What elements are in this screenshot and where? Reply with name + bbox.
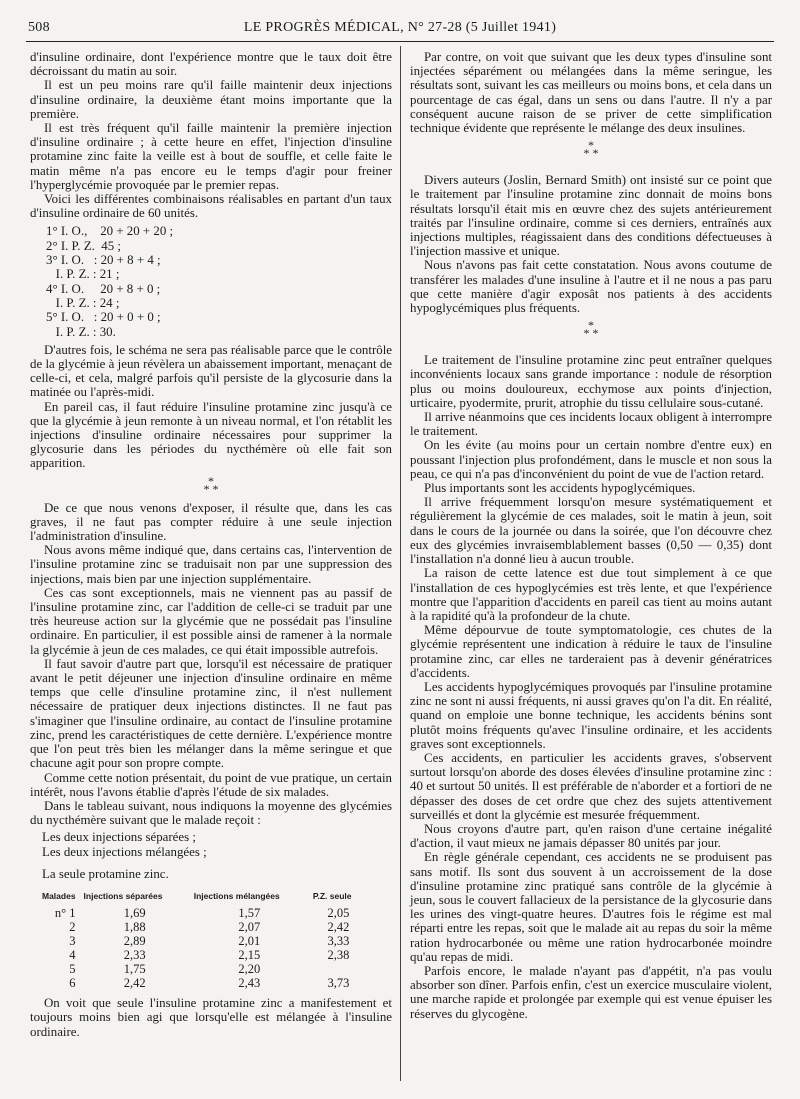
paragraph: Plus importants sont les accidents hypoglycémiques. (424, 481, 696, 496)
formula-line: 4° I. O. 20 + 8 + 0 ; (46, 281, 161, 296)
header-rule (26, 41, 774, 42)
paragraph: Divers auteurs (Joslin, Bernard Smith) ont insisté sur ce point que le traitement par l'insuline protamine zinc donnait de moins bons résultats lorsqu'il était mis en œuvre chez des sujets antérieurement traités par l'insuline ordinaire, comme si ces derniers, entraînés aux injections multiples, réagissaient dans des conditions défectueuses à l'injection massive et unique. (410, 173, 772, 259)
paragraph: Par contre, on voit que suivant que les deux types d'insuline sont injectées séparément ou mélangées dans la même seringue, les résultats sont, suivant les cas meilleurs ou moins bons, et cela dans un pourcentage de cas égal, dans un sens ou dans l'autre. Il n'y a par conséquent aucune raison de se priver de cette simplification technique évidente que représente le mélange des deux insulines. (410, 50, 772, 136)
paragraph: On voit que seule l'insuline protamine zinc a manifestement et toujours moins bien agi que lorsqu'elle est mélangée à l'insuline ordinaire. (30, 996, 392, 1039)
list-item: Les deux injections mélangées ; (42, 844, 207, 859)
formula-line: I. P. Z. : 21 ; (46, 267, 120, 282)
list-item: Les deux injections séparées ; (42, 830, 196, 845)
paragraph: Parfois encore, le malade n'ayant pas d'appétit, n'a pas voulu absorber son dîner. Parfois enfin, c'est un exercice musculaire violent, une marche rapide et prolongée par exemple qui est venue épuiser les réserves du glycogène. (410, 963, 772, 1021)
formula-line: 2° I. P. Z. 45 ; (46, 238, 121, 253)
paragraph: D'autres fois, le schéma ne sera pas réalisable parce que le contrôle de la glycémie à jeun révèlera un abaissement important, menaçant de celle-ci, et cela, malgré parfois qu'il persiste de la glycosurie dans la matinée ou l'après-midi. (30, 342, 392, 400)
paragraph: Il est très fréquent qu'il faille maintenir la première injection d'insuline ordinaire ; à cette heure en effet, l'injection d'insuline protamine zinc faite la veille est à bout de souffle, et celle faite le matin même n'a pas encore eu le temps d'agir pour freiner l'hyperglycémie provoquée par le premier repas. (30, 121, 392, 192)
paragraph: Il est un peu moins rare qu'il faille maintenir deux injections d'insuline ordinaire, la deuxième étant moins importante que la première. (30, 78, 392, 121)
journal-title: LE PROGRÈS MÉDICAL, N° 27-28 (5 Juillet 1941) (243, 20, 557, 35)
paragraph: La raison de cette latence est due tout simplement à ce que l'installation de ces hypoglycémies est très lente, et que l'expérience montre que l'apparition d'accidents en pareil cas tient au moins autant à la rapidité qu'à la profondeur de la chute. (410, 566, 772, 623)
table-header-row (38, 889, 368, 906)
paragraph: Nous croyons d'autre part, qu'en raison d'une certaine inégalité d'action, il vaut mieux ne jamais dépasser 80 unités par jour. (410, 821, 772, 851)
paragraph: Même dépourvue de toute symptomatologie, ces chutes de la glycémie représentent une indication à réduire le taux de l'insuline protamine zinc, car elles ne tarderaient pas à devenir génératrices d'accidents. (410, 623, 772, 680)
formula-line: I. P. Z. : 30. (46, 324, 116, 339)
table-row: n° 1 1,69 1,57 2,05 (54, 906, 350, 921)
dose-combinations (46, 224, 392, 338)
paragraph: Nous n'avons pas fait cette constatation. Nous avons coutume de transférer les malades d'une insuline à l'autre et il ne nous a pas paru que cette manière d'agir exposât nos patients à des accidents hypoglycémiques plus fréquents. (410, 258, 772, 316)
paragraph: d'insuline ordinaire, dont l'expérience montre que le taux doit être décroissant du matin au soir. (30, 50, 392, 79)
table-row: 3 2,89 2,01 3,33 (69, 934, 350, 949)
formula-line: I. P. Z. : 24 ; (46, 295, 120, 310)
modes-list (42, 830, 392, 881)
section-separator: * * * (583, 318, 599, 341)
table-row: 6 2,42 2,43 3,73 (69, 976, 350, 991)
table-row: 2 1,88 2,07 2,42 (69, 920, 350, 935)
paragraph: Nous avons même indiqué que, dans certains cas, l'intervention de l'insuline protamine zinc se traduisait non par une suppression des injections, mais bien par une injection supplémentaire. (30, 543, 392, 586)
paragraph: En règle générale cependant, ces accidents ne se produisent pas sans motif. Ils sont dus souvent à un accroissement de la dose d'insuline protamine zinc pratiqué sans contrôle de la glycémie à jeun, sous le couvert fallacieux de la persistance de la glycosurie dans les urines des vingt-quatre heures. D'autres fois le régime est mal réparti entre les repas, soit que le malade ait au repas du soir la même ration hydrocarbonée ou même une ration hydrocarbonée moindre qu'au repas de midi. (410, 850, 772, 964)
list-item: La seule protamine zinc. (42, 866, 169, 881)
paragraph: Il arrive néanmoins que ces incidents locaux obligent à interrompre le traitement. (410, 410, 772, 439)
paragraph: Les accidents hypoglycémiques provoqués par l'insuline protamine zinc ne sont ni aussi fréquents, ni aussi graves qu'on l'a dit. En réalité, quand on emploie une bonne technique, les accidents bénins sont plutôt moins fréquents qu'avec l'insuline ordinaire, et les accidents graves sont exceptionnels. (410, 679, 772, 751)
paragraph: De ce que nous venons d'exposer, il résulte que, dans les cas graves, il ne faut pas compter réduire à une seule injection l'administration d'insuline. (30, 500, 392, 544)
column-header: P.Z. seule (312, 890, 352, 901)
section-separator: * * * (203, 473, 219, 496)
right-column (410, 50, 772, 1021)
paragraph: Le traitement de l'insuline protamine zinc peut entraîner quelques inconvénients locaux sans grande importance : nodule de résorption plus ou moins douloureux, ecchymose aux points d'injection, urticaire, pyodermite, prurit, atrophie du tissu cellulaire sous-cutané. (410, 353, 772, 410)
paragraph: Voici les différentes combinaisons réalisables en partant d'un taux d'insuline ordinaire de 60 unités. (30, 192, 392, 221)
paragraph: Dans le tableau suivant, nous indiquons la moyenne des glycémies du nycthémère suivant que le malade reçoit : (30, 798, 392, 828)
paragraph: En pareil cas, il faut réduire l'insuline protamine zinc jusqu'à ce que la glycémie à jeun remonte à un niveau normal, et l'on rétablit les injections d'insuline ordinaire nécessaires pour supprimer la glycosurie dans les périodes du nycthémère où elle fait son apparition. (30, 399, 392, 471)
paragraph: Ces cas sont exceptionnels, mais ne viennent pas au passif de l'insuline protamine zinc, car l'addition de celle-ci se traduit par une très heureuse action sur la glycémie que ne possédait pas l'insuline ordinaire. En particulier, il est possible ainsi de ramener à la normale la glycémie à jeun de ces malades, ce qui était impossible autrefois. (30, 585, 392, 657)
paragraph: Il arrive fréquemment lorsqu'on mesure systématiquement et régulièrement la glycémie de ces malades, soit le matin à jeun, soit dans le cours de la journée ou dans la soirée, que l'on découvre chez eux des glycémies invraisemblablement basses (0,50 — 0,35) dont l'installation n'a donné lieu à aucun trouble. (410, 495, 772, 567)
paragraph: Comme cette notion présentait, du point de vue pratique, un certain intérêt, nous l'avons établie d'après l'étude de six malades. (30, 770, 392, 799)
formula-line: 3° I. O. : 20 + 8 + 4 ; (46, 253, 161, 268)
formula-line: 5° I. O. : 20 + 0 + 0 ; (46, 310, 161, 325)
paragraph: On les évite (au moins pour un certain nombre d'entre eux) en poussant l'injection plus profondément, dans le muscle et non sous la peau, ce qui n'a pas d'inconvénient du point de vue de l'action retard. (410, 438, 772, 481)
left-column (30, 50, 392, 1039)
column-header: Malades (42, 890, 76, 901)
page-number: 508 (28, 20, 50, 35)
column-header: Injections mélangées (193, 890, 280, 901)
formula-line: 1° I. O., 20 + 20 + 20 ; (46, 224, 174, 239)
section-separator: * * * (583, 138, 599, 161)
paragraph: Il faut savoir d'autre part que, lorsqu'il est nécessaire de pratiquer avant le petit déjeuner une injection d'insuline ordinaire en même temps que celle d'insuline protamine zinc, il n'est nullement nécessaire de pratiquer deux injections distinctes. Il ne faut pas s'imaginer que l'insuline ordinaire, au contact de l'insuline protamine zinc, prend les caractéristiques de cette dernière. L'expérience montre que l'on peut très bien les mélanger dans la même seringue et que chacune agit pour son propre compte. (30, 656, 392, 771)
paragraph: Ces accidents, en particulier les accidents graves, s'observent surtout lorsqu'on aborde des doses élevées d'insuline protamine zinc : 40 et surtout 50 unités. Il est préférable de n'aborder et a fortiori de ne dépasser des doses de cet ordre que chez des sujets attentivement surveillés et dont la glycémie est mesurée fréquemment. (410, 750, 772, 822)
page-header (28, 18, 772, 40)
table-row: 4 2,33 2,15 2,38 (69, 948, 350, 963)
glycemia-table (38, 889, 368, 990)
column-divider (400, 46, 401, 1081)
table-row: 5 1,75 2,20 (69, 962, 261, 977)
column-header: Injections séparées (83, 890, 163, 901)
